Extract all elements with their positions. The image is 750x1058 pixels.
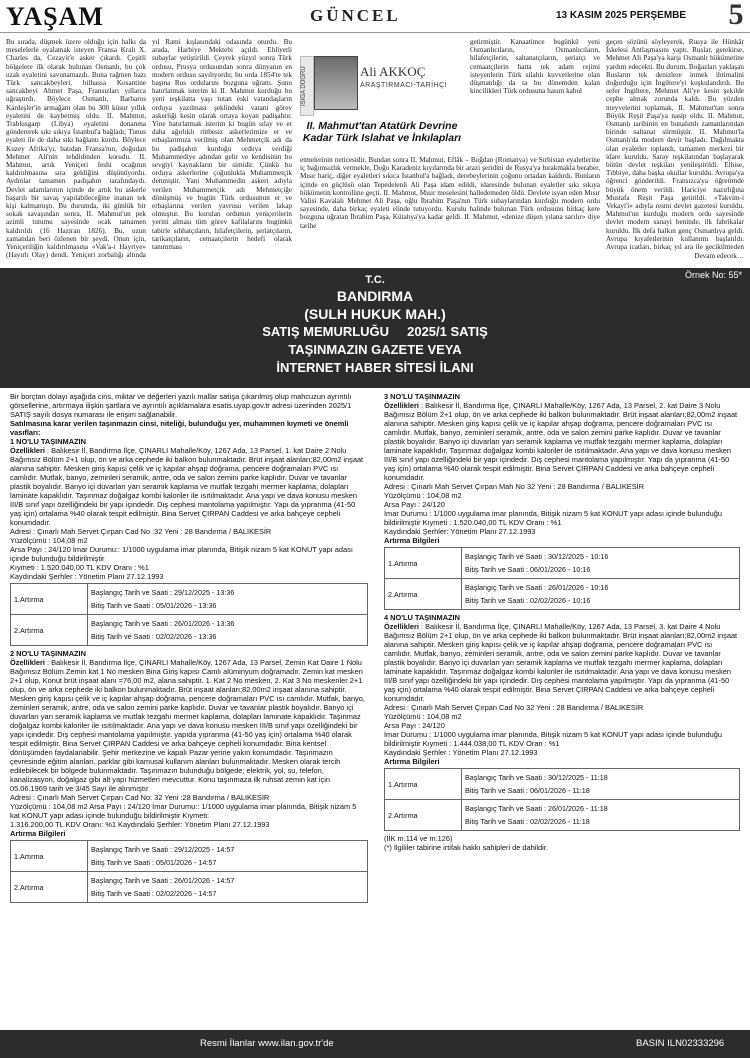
- property-annotations: Kaydındaki Şerhler : Yönetim Planı 27.12.1993: [10, 572, 164, 581]
- property-value: İmar Durumu : 1/1000 uygulama imar planında, Bitişik nizam 5 kat KONUT yapı adası içinde bulunduğu bildirilmiştir Kıymeti : 1.520.040,00 TL KDV Oranı : %1: [384, 509, 722, 527]
- property-title: 1 NO'LU TAŞINMAZIN: [10, 437, 86, 446]
- property-4: [384, 613, 740, 852]
- notice-title-line: T.C.: [365, 274, 385, 286]
- notice-intro: Bir borçtan dolayı aşağıda cins, miktar ve değerleri yazılı mallar satışa çıkarılmış olup mahcuzun ayrıntılı görsellerine, artırmaya ilişkin şartlara ve ayrıntılı açıklamalara esatis.uyap.gov.tr adresi üzerinden 2025/1 SATIŞ sayılı dosya numarası ile erişim sağlanabilir.: [10, 392, 352, 419]
- issue-date: 13 KASIM 2025 PERŞEMBE: [556, 10, 687, 21]
- property-annotations: Kaydındaki Şerhler: Yönetim Planı 27.12.1993: [384, 527, 536, 536]
- property-share: Arsa Payı : 24/120 İmar Durumu:: 1/1000 uygulama imar planında, Bitişik nizam 5 kat KONUT yapı adası içinde bulunduğu bildirilmiştir: [10, 545, 353, 563]
- round-start: Başlangıç Tarih ve Saati : 29/12/2025 - 13:36: [91, 588, 235, 597]
- round-start: Başlangıç Tarih ve Saati : 30/12/2025 - 10:16: [465, 552, 609, 561]
- court-notice: [0, 268, 750, 1058]
- round-label: 1.Artırma: [11, 841, 88, 872]
- press-code: BASIN ILN02333296: [636, 1038, 725, 1049]
- property-annotations: Kaydındaki Şerhler : Yönetim Planı 27.12.1993: [384, 748, 538, 757]
- article-column-1: [6, 38, 146, 260]
- notice-right-column: [384, 392, 740, 852]
- author-role: ARAŞTIRMACI-TARİHÇİ: [360, 82, 448, 89]
- auction-info-label: Artırma Bilgileri: [10, 829, 66, 838]
- article-column-3a: [470, 38, 600, 154]
- page-number: 5: [728, 0, 744, 31]
- table-row: [11, 584, 368, 615]
- auction-table: [384, 547, 740, 610]
- round-label: 1.Artırma: [11, 584, 88, 615]
- property-1: [10, 437, 368, 646]
- round-start: Başlangıç Tarih ve Saati : 26/01/2026 - 11:18: [465, 804, 608, 813]
- round-end: Bitiş Tarih ve Saati : 06/01/2026 - 10:16: [465, 565, 591, 574]
- article-text: getirmiştir. Kanaatimce bugünkü yeni Osmanlıcıların, Osmanlıcıların, hilafetçilerin, saltanatçıların, şeriatçı ve cemaatçilerin hatta tek adam rejimi isteyenlerin Türk silahlı kuvvetlerine olan düşmanlığı da ta bu dönemden kalan kincilikleri Türk ordusuna hasım kabul: [470, 38, 600, 96]
- round-label: 1.Artırma: [385, 548, 462, 579]
- legal-reference: (İİK m.114 ve m.126): [384, 834, 453, 843]
- property-value: İmar Durumu : 1/1000 uygulama imar planında, Bitişik nizam 5 kat KONUT yapı adası içinde bulunduğu bildirilmiştir Kıymeti : 1.444.038,00 TL KDV Oran : %1: [384, 730, 722, 748]
- notice-left-column: [10, 392, 368, 906]
- property-area: Yüzölçümü : 104,08 m2: [384, 491, 462, 500]
- round-label: 2.Artırma: [11, 872, 88, 903]
- round-end: Bitiş Tarih ve Saati : 02/02/2026 - 14:57: [91, 889, 217, 898]
- author-photo: [314, 56, 358, 110]
- auction-table: [384, 768, 740, 831]
- article-column-3b: [300, 156, 600, 260]
- property-2: [10, 649, 368, 903]
- article-column-2: [152, 38, 292, 260]
- field-label: Özellikleri: [10, 658, 45, 667]
- notice-title-line: TAŞINMAZIN GAZETE VEYA: [288, 342, 462, 357]
- round-start: Başlangıç Tarih ve Saati : 26/01/2026 - 10:16: [465, 583, 609, 592]
- auction-table: [10, 840, 368, 903]
- footnote: (*) İlgililer tabirine irtifak hakkı sahipleri de dahildir.: [384, 843, 548, 852]
- round-label: 2.Artırma: [11, 615, 88, 646]
- round-start: Başlangıç Tarih ve Saati : 29/12/2025 - 14:57: [91, 845, 235, 854]
- table-row: [385, 548, 740, 579]
- footer-link-text: Resmi İlanlar www.ilan.gov.tr'de: [200, 1038, 334, 1049]
- property-area: Yüzölçümü : 104,08 m2 Arsa Payı : 24/120 İmar Durumu:: 1/1000 uygulama imar planında, Bitişik nizam 5 kat KONUT yapı adası içinde bulunduğu bildirilmiştir Kıymeti:: [10, 802, 357, 820]
- round-label: 1.Artırma: [385, 769, 462, 800]
- property-area: Yüzölçümü : 104,08 m2: [384, 712, 462, 721]
- round-start: Başlangıç Tarih ve Saati : 30/12/2025 - 11:18: [465, 773, 608, 782]
- article-text: geçen sözünü söyleyerek, Rusya ile Hünkâr İskelesi Antlaşmasını yaptı. Ruslar, gerekirse, Mehmet Ali Paşa'ya karşı Osmanlı hükümetine yardım edecekti. Bu durum, Boğazları yaklaşan Rusların tek denizlere inmek ihtimalini doğurduğu için İngiltere'yi kuşkulandırdı. Bu sefer İngiltere, Mehmet Ali'ye kesin şekilde cephe almak zorunda kaldı. Bu yüzden meyvelerini toplamak, II. Mahmut'tan sonra Büyük Reşit Paşa'ya nasip oldu. II. Mahmut, Osmanlı tarihinin en bunalımlı zamanlarından birinde saltanat sürmüştür. II. Mahmut'la Osmanlı'da modern devir başladı. Dağılmakta olan eyaletler toplandı, tamamen merkezi bir idare kuruldu. Saray teşkilatından başlayarak bütün devlet teşkilatı yenileştirildi. Elbise, Tıbbiye, daha başka okullar kuruldu. Avrupa'ya öğrenci gönderildi. Fransızca'ya öğretimde büyük önem verildi. Hariciye nazırlığına Mustafa Reşit Paşa getirildi. «Takvim-i Vekayi'i» adıyla resmi devlet gazetesi kuruldu. Mahmut'un kurduğu modern ordu sayesinde devlet modern sanayi beninde, ilk fabrikalar kuruldu. İlk defa halkın genç Osmanlıya geldi. Avrupa kıyafetlerinin kullanımı başlatıldı. Avrupa icatları, birkaç yıl ara ile gecikilmeden: [606, 38, 744, 252]
- property-details: : Balıkesir İl, Bandırma İlçe, ÇINARLI Mahalle/Köy, 1267 Ada, 13 Parsel, 1. kat Daire 2 Nolu Bağımsız Bölüm 2+1 olup, ön ve arka cephede iki balkon bulunmaktadır. Brüt inşaat alanları;82,00m2 inşaat alanına sahiptir. Mesken giriş kapısı çelik ve iç kapılar ahşap doğrama, pencere doğramaları PVC ısı camlıdır. Mutfak, banyo, zeminleri seramik, antre, oda ve salon zemini parke kaplıdır. Duvar ve tavanlar plastik boyalıdır. Banyo içi duvarları yarı seramik kaplama ve mutfak tezgahı mermer kaplama, dolapları laminate kapaklıdır. Taşınmaz doğalgaz kombi kaloriler ile ısıtılmaktadır. Ana yapı ve dava konusu mesken III/B sınıf yapı özelliğindeki bir yapı içindedir. Dış cephesi mantolama yapılmıştır. Yapı da yıpranma (41-50 yaş için) ortalama %40 olarak tespit edilmiştir. Bina Servet ÇIRPAN Caddesi ve arka bahçeye cepheli konumdadır.: [10, 446, 364, 527]
- round-end: Bitiş Tarih ve Saati : 05/01/2026 - 14:57: [91, 858, 217, 867]
- notice-title-line: BANDIRMA: [336, 288, 414, 304]
- article-headline: II. Mahmut'tan Atatürk Devrine Kadar Türk Islahat ve İnkılapları: [302, 120, 462, 144]
- table-row: [385, 769, 740, 800]
- round-label: 2.Artırma: [385, 579, 462, 610]
- round-end: Bitiş Tarih ve Saati : 02/02/2026 - 10:16: [465, 596, 591, 605]
- author-name: Ali AKKOÇ: [360, 64, 426, 79]
- auction-info-label: Artırma Bilgileri: [384, 536, 440, 545]
- table-row: [11, 841, 368, 872]
- continued-note: Devam edecek…: [694, 252, 744, 260]
- round-start: Başlangıç Tarih ve Saati : 26/01/2026 - 14:57: [91, 876, 235, 885]
- table-row: [385, 579, 740, 610]
- article-text: Bu sırada, düşmek üzere olduğu için halkı da meselelerle oyalamak isteyen Fransa Kralı X. Charles da, Cezayir'e asker çıkardı. Çeşitli bölgelere ilk olarak bulunan Osmanlı, bu çok uzak eyaletini savunamazdı. Buna rağmen bazı Türk sancakbeyleri, bilhassa Kosantine sancakbeyi Ahmet Paşa, Fransızları yıllarca uğraştırdı. Böylece Osmanlı, Barbaros Kardeşler'in armağanı olan bu 300 küsur yıllık eyaletini de kaybetmiş oldu. II. Mahmut, Trablusgarp (Libya) eyaletini donanma göndererek sıkı sıkıya İstanbul'a bağladı; Tunus eyaleti ile de daha sıkı bağlantı kurdu. Böylece Kuzey Afrika'yı, batıdan Fransa'nın, doğudan Mehmet Ali'nin tehdidinden korudu. II. Mahmut, artık Yeniçeri feshi ocağının kaldırılmasına sıra geldiğini düşünüyordu. Aydınlar tamamen padişahın tarafındaydı. Devlet adamlarının içinde de artık bu askerle başarılı bir savaş yapılabileceğine inanan tek kişi kalmamıştı. Bu durumda, iki günlük bir sokak savaşından sonra, II. Mahmut'un pek azimli tutumu sayesinde ocak tamamen kaldırıldı (16 Haziran 1826). Bu, uzun zamandan beri özlenen bir şeydi. Onun için, Yeniçeriliğin kaldırılmasına «Vak'a-i Hayriye» (Hayırlı Olay) dendi. Yeniçeri zorbalığı altında: [6, 38, 146, 260]
- property-value: Kıymeti : 1.520.040,00 TL KDV Oranı : %1: [10, 563, 149, 572]
- notice-title-line: İNTERNET HABER SİTESİ İLANI: [276, 360, 474, 375]
- auction-table: [10, 583, 368, 646]
- sample-number: Örnek No: 55*: [684, 270, 742, 280]
- article-text: etmelerinin neticesidir. Bundan sonra II. Mahmut, Eflâk – Boğdan (Romanya) ve Sırbistan eyaletlerine iç bağımsızlık vermekle, Doğu Karadeniz kıyılarında bir arazi şeridini de Rusya'ya bırakmakla beraber, Mısır hariç, diğer eyaletleri sıkıca İstanbul'a bağladı, derebeylerinin çoğunu ortadan kaldırdı. Bunların içinde en güçlüsü olan Tepedelenli Ali Paşa idam edildi, idaresinde bulunan eyaletler sıkı sıkıya hükümetin kontrolüne geçti. II. Mahmut, Mısır meselesini halledemeden öldü. Devlete isyan eden Mısır Valisi Kavalalı Mehmet Ali Paşa, oğlu İbrahim Paşa'nın Türk subaylarından kurduğu modern ordu sayesinde, daha birkaç eyaleti elinde tutuyordu. Kurulu halinde bulunan Türk ordusunu birkaç kere bozguna uğratan İbrahim Paşa, Kütahya'ya kadar geldi. II. Mahmut, «denize düşen yılana sarılır» diye tarihe: [300, 156, 600, 230]
- notice-rule: Satılmasına karar verilen taşınmazın cinsi, niteliği, bulunduğu yer, muhammen kıymeti ve önemli vasıfları:: [10, 419, 349, 437]
- property-share: Arsa Payı : 24/120: [384, 721, 445, 730]
- section-title: GÜNCEL: [310, 6, 401, 25]
- field-label: Özellikleri: [384, 401, 419, 410]
- property-address: Adresi : Çınarlı Mah Servet Çırpan Cad No 32 Yeni : 28 Bandırma / BALIKESİR: [384, 703, 644, 712]
- property-address: Adresi : Çınarlı Mah Servet Çırpan Mah No 32 Yeni : 28 Bandırma / BALIKESİR: [384, 482, 645, 491]
- property-area: Yüzölçümü : 104,08 m2: [10, 536, 88, 545]
- property-address: Adresi : Çınarlı Mah Servet Çırpan Cad No: 32 Yeni :28 Bandırma / BALIKESİR: [10, 793, 270, 802]
- notice-title-line: SATIŞ MEMURLUĞU 2025/1 SATIŞ: [262, 324, 488, 339]
- property-details: : Balıkesir İl, Bandırma İlçe, ÇINARLI Mahalle/Köy, 1267 Ada, 13 Parsel, 3. kat Daire 4 Nolu Bağımsız Bölüm 2+1 olup, ön ve arka cephede iki balkon bulunmaktadır. Brüt inşaat alanları;82,00m2 inşaat alanına sahiptir. Mesken giriş kapısı çelik ve iç kapılar ahşap doğrama, pencere doğramaları PVC ısı camlıdır. Mutfak, banyo, zeminleri seramik, antre, oda ve salon zemini parke kaplıdır. Duvar ve tavanlar plastik boyalıdır. Banyo içi duvarları yarı seramik kaplama ve mutfak tezgahı mermer kaplama, dolapları laminate kapaklıdır. Taşınmaz doğalgaz kombi kaloriler ile ısıtılmaktadır. Ana yapı ve dava konusu mesken III/B sınıf yapı özelliğindeki bir yapı içindedir. Dış cephesi mantolama yapılmıştır. Yapı da yıpranma (41-50 yaş için) ortalama %40 olarak tespit edilmiştir. Bina Servet ÇIRPAN Caddesi ve arka bahçeye cepheli konumdadır.: [384, 622, 738, 703]
- round-end: Bitiş Tarih ve Saati : 05/01/2026 - 13:36: [91, 601, 217, 610]
- round-start: Başlangıç Tarih ve Saati : 26/01/2026 - 13:36: [91, 619, 235, 628]
- field-label: Özellikleri: [384, 622, 419, 631]
- field-label: Özellikleri: [10, 446, 45, 455]
- table-row: [385, 800, 740, 831]
- round-end: Bitiş Tarih ve Saati : 02/02/2026 - 13:36: [91, 632, 217, 641]
- author-box: [300, 56, 465, 114]
- round-end: Bitiş Tarih ve Saati : 02/02/2026 - 11:18: [465, 817, 590, 826]
- property-title: 2 NO'LU TAŞINMAZIN: [10, 649, 86, 658]
- page-header: [0, 0, 750, 33]
- table-row: [11, 615, 368, 646]
- property-share: Arsa Payı : 24/120: [384, 500, 445, 509]
- column-label: ISIĞA DOĞRU: [300, 56, 314, 116]
- notice-footer: [0, 1030, 750, 1058]
- property-details: : Balıkesir İl, Bandırma İlçe, ÇINARLI Mahalle/Köy, 1267 Ada, 13 Parsel, 2. kat Daire 3 Nolu Bağımsız Bölüm 2+1 olup, ön ve arka cephede iki balkon bulunmaktadır. Brüt inşaat alanları;82,00m2 inşaat alanına sahiptir. Mesken giriş kapısı çelik ve iç kapılar ahşap doğrama, pencere doğramaları PVC ısı camlıdır. Mutfak, banyo, zeminleri seramik, antre, oda ve salon zemini parke kaplıdır. Duvar ve tavanlar plastik boyalıdır. Banyo içi duvarları yarı seramik kaplama ve mutfak tezgahı mermer kaplama, dolapları laminate kapaklıdır. Taşınmaz doğalgaz kombi kaloriler ile ısıtılmaktadır. Ana yapı ve dava konusu mesken III/B sınıf yapı özelliğindeki bir yapı içindedir. Dış cephesi mantolama yapılmıştır. Yapı da yıpranma (41-50 yaş için) ortalama %40 olarak tespit edilmiştir. Bina Servet ÇIRPAN Caddesi ve arka bahçeye cepheli konumdadır.: [384, 401, 738, 482]
- property-value: 1.316.200,00 TL KDV Oranı: %1 Kaydındaki Şerhler: Yönetim Planı 27.12.1993: [10, 820, 270, 829]
- round-label: 2.Artırma: [385, 800, 462, 831]
- notice-header: [0, 268, 750, 388]
- article-column-4: [606, 38, 744, 252]
- property-address: Adresi : Çınarlı Mah Servet Çırpan Cad No :32 Yeni : 28 Bandırma / BALIKESİR: [10, 527, 272, 536]
- property-details: : Balıkesir İl, Bandırma İlçe, ÇINARLI Mahalle/Köy, 1267 Ada, 13 Parsel, Zemin Kat Daire 1 Nolu Bağımsız Bölüm Zemin kat 1 No mesken Bina Giriş kapısı Camlı alüminyum doğramadır. Zemin kat mesken 2+1 olup, Konut brüt inşaat alanı =76,00 m2, alana sahiptir. 1. Kat 2 No mesken, 2. Kat 3 No meskenler 2+1 olup, ön ve arka cephede iki balkon bulunmaktadır. Brüt inşaat alanları;82,00m2 inşaat alanına sahiptir. Mesken giriş kapısı çelik ve iç kapılar ahşap doğrama, pencere doğramaları PVC ısı camlıdır. Mutfak, banyo, zeminleri seramik, antre, oda ve salon zemini parke kaplıdır. Duvar ve tavanlar plastik boyalıdır. Banyo içi duvarları yarı seramik kaplama ve mutfak tezgahı mermer kaplama, dolapları laminate kapaklıdır. Taşınmaz doğalgaz kombi kaloriler ile ısıtılmaktadır. Ana yapı ve dava konusu mesken III/B sınıf yapı özelliğindeki bir yapı içindedir. Dış cephesi mantolama yapılmıştır. yapıda yıpranma (41-50 yaş için) ortalama %40 olarak tespit edilmiştir. Bina Servet ÇIRPAN Caddesi ve arka bahçeye cepheli konumdadır. Bina kentsel dönüşümden faydalanabilir. Şehir merkezine ve kapalı Pazar yerine yakın konumdadır. Taşınmazın çevresinde eğitim alanları, parklar gibi kamusal kullanım alanları bulunmaktadır. Mesken olarak tercih edilebilecek bir bölgede bulunmaktadır. Taşınmazın bulunduğu bölgede; elektrik, yol, su, telefon, kanalizasyon, doğalgaz gibi alt yapı hizmetleri mevcuttur. Konu taşınmaza ilk ruhsat zemin kat için 05.06.1969 tarih ve 3/45 Sayı ile alınmıştır: [10, 658, 365, 793]
- table-row: [11, 872, 368, 903]
- round-end: Bitiş Tarih ve Saati : 06/01/2026 - 11:18: [465, 786, 590, 795]
- auction-info-label: Artırma Bilgileri: [384, 757, 440, 766]
- newspaper-logo: YAŞAM: [6, 2, 104, 31]
- property-title: 3 NO'LU TAŞINMAZIN: [384, 392, 460, 401]
- property-3: [384, 392, 740, 610]
- notice-title-line: (SULH HUKUK MAH.): [304, 306, 446, 322]
- property-title: 4 NO'LU TAŞINMAZIN: [384, 613, 460, 622]
- article-text: yıl Rami kışlasındaki odasında oturdu. Bu arada, Harbiye Mektebi açıldı. Ehliyetli subaylar yetiştirildi. Çeyrek yüzyıl sonra Türk ordusu, Prusya ordusundan sonra dünyanın en modern ordusu sayılıyordu; bu orda 1854'te tek başına Rus ordularını bozguna uğrattı. Şunu hatırlatmak isterim ki II. Mahmut kurduğu bu yeni teşkilatta yaşı tutan eski vatandaşların orduya yazılması şeklindeki vatani görev askerliği kesin olarak ortaya koyan padişahtır. Yine hatırlatmak isterim ki bugün sılay ve er daha ağırlıklı rütbesiz askerlerimize er ve erbaşlarımıza verilmiş olan Mehmetçik adı da bu padişahın kurduğu orduya verdiği Muhammediye adından gelir ve kendisinin bu sevgiyi kaynakların bir simidir. Çünkü bu orduya askerlerine çoğunlukla Muhammetçik denmiştir. Yani Muhammedin askeri adıyla verilen Muhammetçik adı Mehmetçiğe dönüşmüş ve bugün Türk ordusunun er ve erbaşlarına verilen yavrusu verilen lakap olmuştur. Bu kurulan ordunun yeniçerilerin yerini alması tüm görev kafilalarını bugünkü tabirle sıhhatçıların, hilafetçilerin, şeriatçıların, tarikatçıların, cemaatçilerin hedefi olarak tanımması: [152, 38, 292, 252]
